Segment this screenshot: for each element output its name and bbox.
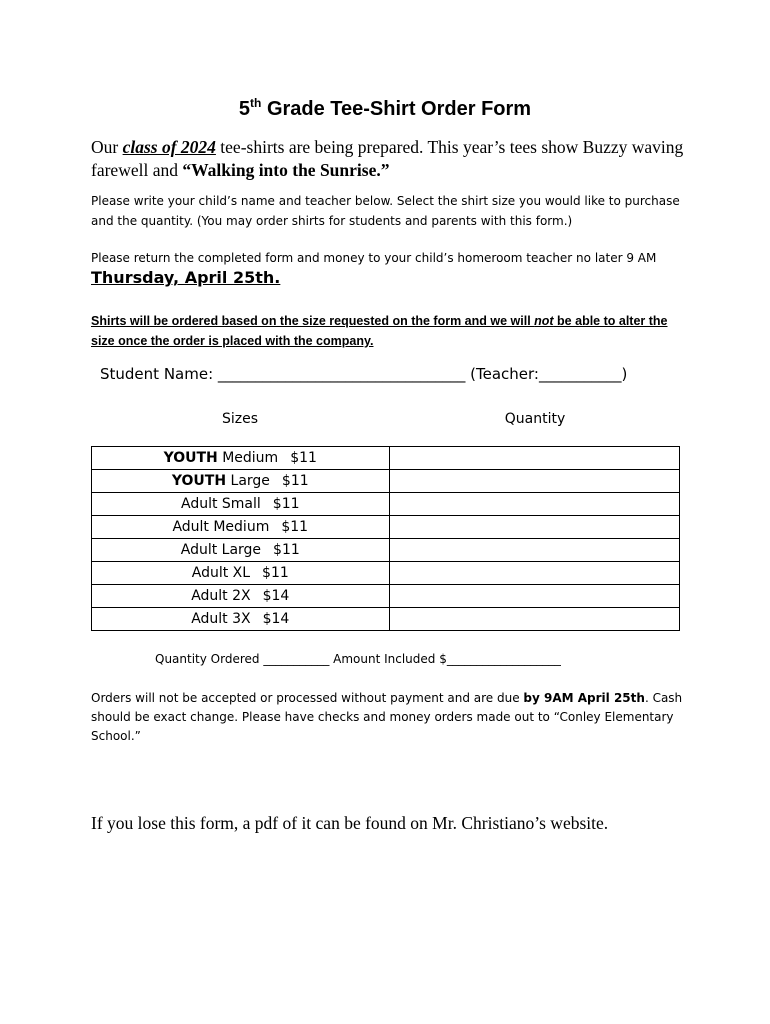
terms-part2: . Cash should be exact change. Please have checks and money orders made out to “Conley Elementary School.” <box>91 691 683 743</box>
quantity-cell[interactable] <box>389 470 679 493</box>
size-label: Medium <box>217 450 279 466</box>
size-price: $11 <box>273 542 300 558</box>
quantity-cell[interactable] <box>389 516 679 539</box>
size-label: Adult 2X <box>191 588 251 604</box>
size-cell <box>92 539 390 562</box>
notice-part1: Shirts will be ordered based on the size requested on the form and we will <box>91 314 535 328</box>
size-price: $11 <box>281 473 309 489</box>
table-row <box>92 539 680 562</box>
notice-part2: be able to alter the size once the order is placed with the company. <box>91 314 668 348</box>
size-cell <box>92 562 390 585</box>
intro-part2: tee-shirts are being prepared. This year’s tees show Buzzy waving farewell and <box>91 137 684 180</box>
intro-quote: “Walking into the Sunrise.” <box>182 160 390 180</box>
sizes-header: Sizes <box>221 411 259 427</box>
table-row <box>92 585 680 608</box>
quantity-cell[interactable] <box>389 608 679 631</box>
size-cell <box>92 470 390 493</box>
terms-part1: Orders will not be accepted or processed without payment and are due <box>91 691 524 705</box>
quantity-header: Quantity <box>504 411 566 427</box>
size-price: $11 <box>290 450 317 466</box>
size-price: $11 <box>281 519 309 535</box>
quantity-cell[interactable] <box>389 493 679 516</box>
size-cell <box>92 493 390 516</box>
instructions-paragraph: Please write your child’s name and teacher below. Select the shirt size you would like to purchase and the quantity. (You may order shirts for students and parents with this form.) <box>91 194 680 228</box>
quantity-cell[interactable] <box>389 562 679 585</box>
size-label: Adult Large <box>180 542 262 558</box>
terms-paragraph <box>91 689 691 746</box>
intro-paragraph <box>91 136 691 182</box>
intro-class: class of 2024 <box>122 137 216 157</box>
size-price: $14 <box>262 588 290 604</box>
size-notice <box>91 311 691 351</box>
size-cell <box>92 447 390 470</box>
size-cell <box>92 585 390 608</box>
return-paragraph: Please return the completed form and money to your child’s homeroom teacher no later 9 AM <box>91 251 657 265</box>
size-bold: YOUTH <box>171 473 227 489</box>
table-row <box>92 493 680 516</box>
size-price: $14 <box>262 611 290 627</box>
table-row <box>92 562 680 585</box>
terms-bold: by 9AM April 25th <box>523 691 645 705</box>
table-row <box>92 470 680 493</box>
quantity-cell[interactable] <box>389 447 679 470</box>
page-title <box>0 96 770 121</box>
table-row <box>92 608 680 631</box>
lost-form-note: If you lose this form, a pdf of it can be found on Mr. Christiano’s website. <box>91 813 609 833</box>
size-label: Adult 3X <box>191 611 251 627</box>
size-label: Adult XL <box>191 565 251 581</box>
size-bold: YOUTH <box>163 450 218 466</box>
size-label: Adult Medium <box>172 519 270 535</box>
table-row <box>92 516 680 539</box>
quantity-amount-line[interactable]: Quantity Ordered ___________ Amount Included $___________________ <box>155 652 561 666</box>
title-grade: 5 <box>238 98 251 120</box>
title-sup: th <box>250 96 262 110</box>
size-price: $11 <box>262 565 289 581</box>
size-label: Adult Small <box>180 496 261 512</box>
size-cell <box>92 608 390 631</box>
size-price: $11 <box>272 496 300 512</box>
quantity-cell[interactable] <box>389 539 679 562</box>
notice-emph: not <box>534 314 554 328</box>
student-name-line[interactable]: Student Name: _________________________________ (Teacher:___________) <box>100 365 628 383</box>
size-label: Large <box>226 473 270 489</box>
size-table <box>91 446 680 631</box>
deadline-text: Thursday, April 25th. <box>91 268 281 287</box>
intro-part1: Our <box>91 137 123 157</box>
size-cell <box>92 516 390 539</box>
table-row <box>92 447 680 470</box>
title-rest: Grade Tee-Shirt Order Form <box>266 98 532 120</box>
quantity-cell[interactable] <box>389 585 679 608</box>
